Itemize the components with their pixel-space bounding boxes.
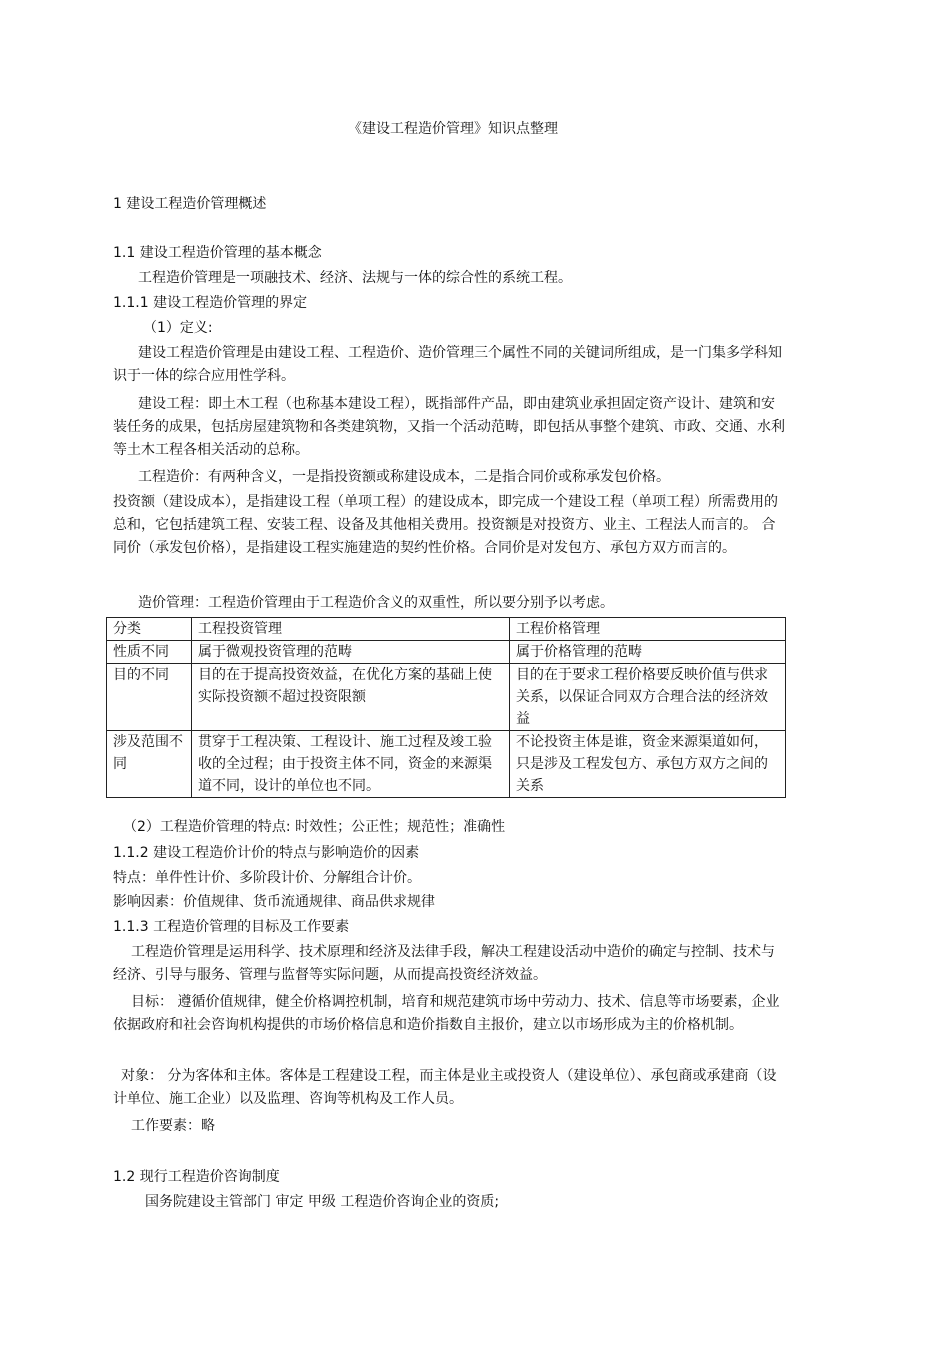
definition-paragraph-4: 投资额（建设成本），是指建设工程（单项工程）的建设成本，即完成一个建设工程（单项工程）所需费用的总和，它包括建筑工程、安装工程、设备及其他相关费用。投资额是对投资方、业主、工程法人而言的。 合同价（承发包价格），是指建设工程实施建造的契约性价格。合同价是对发包方、承包方双方而言的。 xyxy=(113,494,778,556)
table-header-cell: 工程价格管理 xyxy=(510,618,786,641)
table-cell: 目的在于提高投资效益，在优化方案的基础上使实际投资额不超过投资限额 xyxy=(192,664,510,731)
table-header-cell: 工程投资管理 xyxy=(192,618,510,641)
definition-paragraph-5: 造价管理：工程造价管理由于工程造价含义的双重性，所以要分别予以考虑。 xyxy=(138,595,614,611)
definition-label: （1）定义: xyxy=(143,320,213,336)
comparison-table xyxy=(106,617,786,798)
section-1-1-3-paragraph-1: 工程造价管理是运用科学、技术原理和经济及法律手段，解决工程建设活动中造价的确定与控制、技术与经济、引导与服务、管理与监督等实际问题，从而提高投资经济效益。 xyxy=(113,944,775,983)
table-cell: 目的不同 xyxy=(107,664,192,731)
table-row xyxy=(107,731,786,798)
table-cell: 属于微观投资管理的范畴 xyxy=(192,641,510,664)
table-row xyxy=(107,641,786,664)
heading-section-1-1-3: 1.1.3 工程造价管理的目标及工作要素 xyxy=(113,919,350,935)
heading-section-1-1-2: 1.1.2 建设工程造价计价的特点与影响造价的因素 xyxy=(113,845,420,861)
section-1-1-intro: 工程造价管理是一项融技术、经济、法规与一体的综合性的系统工程。 xyxy=(138,270,572,286)
section-1-1-3-work-elements: 工作要素：略 xyxy=(131,1118,215,1134)
table-header-row xyxy=(107,618,786,641)
table-cell: 涉及范围不同 xyxy=(107,731,192,798)
heading-chapter-1: 1 建设工程造价管理概述 xyxy=(113,196,267,212)
heading-section-1-1: 1.1 建设工程造价管理的基本概念 xyxy=(113,245,322,261)
section-1-1-3-object: 对象： 分为客体和主体。客体是工程建设工程，而主体是业主或投资人（建设单位）、承包商或承建商（设计单位、施工企业）以及监理、咨询等机构及工作人员。 xyxy=(113,1068,777,1107)
section-1-2-line-1: 国务院建设主管部门 审定 甲级 工程造价咨询企业的资质; xyxy=(145,1194,500,1210)
table-row xyxy=(107,664,786,731)
definition-paragraph-3: 工程造价：有两种含义，一是指投资额或称建设成本，二是指合同价或称承发包价格。 xyxy=(138,469,670,485)
features-line: （2）工程造价管理的特点: 时效性；公正性；规范性；准确性 xyxy=(123,819,506,835)
table-cell: 性质不同 xyxy=(107,641,192,664)
definition-paragraph-1: 建设工程造价管理是由建设工程、工程造价、造价管理三个属性不同的关键词所组成，是一门集多学科知识于一体的综合应用性学科。 xyxy=(113,345,782,384)
heading-section-1-1-1: 1.1.1 建设工程造价管理的界定 xyxy=(113,295,308,311)
section-1-1-2-features: 特点：单件性计价、多阶段计价、分解组合计价。 xyxy=(113,870,421,886)
table-cell: 贯穿于工程决策、工程设计、施工过程及竣工验收的全过程；由于投资主体不同，资金的来源渠道不同，设计的单位也不同。 xyxy=(192,731,510,798)
heading-section-1-2: 1.2 现行工程造价咨询制度 xyxy=(113,1169,280,1185)
table-cell: 目的在于要求工程价格要反映价值与供求关系，以保证合同双方合理合法的经济效益 xyxy=(510,664,786,731)
table-cell: 属于价格管理的范畴 xyxy=(510,641,786,664)
section-1-1-2-factors: 影响因素：价值规律、货币流通规律、商品供求规律 xyxy=(113,894,435,910)
definition-paragraph-2: 建设工程：即土木工程（也称基本建设工程），既指部件产品，即由建筑业承担固定资产设计、建筑和安装任务的成果，包括房屋建筑物和各类建筑物，又指一个活动范畴，即包括从事整个建筑、市政、交通、水利等土木工程各相关活动的总称。 xyxy=(113,396,785,458)
table-header-cell: 分类 xyxy=(107,618,192,641)
section-1-1-3-goal: 目标： 遵循价值规律，健全价格调控机制，培育和规范建筑市场中劳动力、技术、信息等市场要素，企业依据政府和社会咨询机构提供的市场价格信息和造价指数自主报价，建立以市场形成为主的价格机制。 xyxy=(113,994,780,1033)
page-title: 《建设工程造价管理》知识点整理 xyxy=(348,121,558,137)
table-cell: 不论投资主体是谁，资金来源渠道如何，只是涉及工程发包方、承包方双方之间的关系 xyxy=(510,731,786,798)
